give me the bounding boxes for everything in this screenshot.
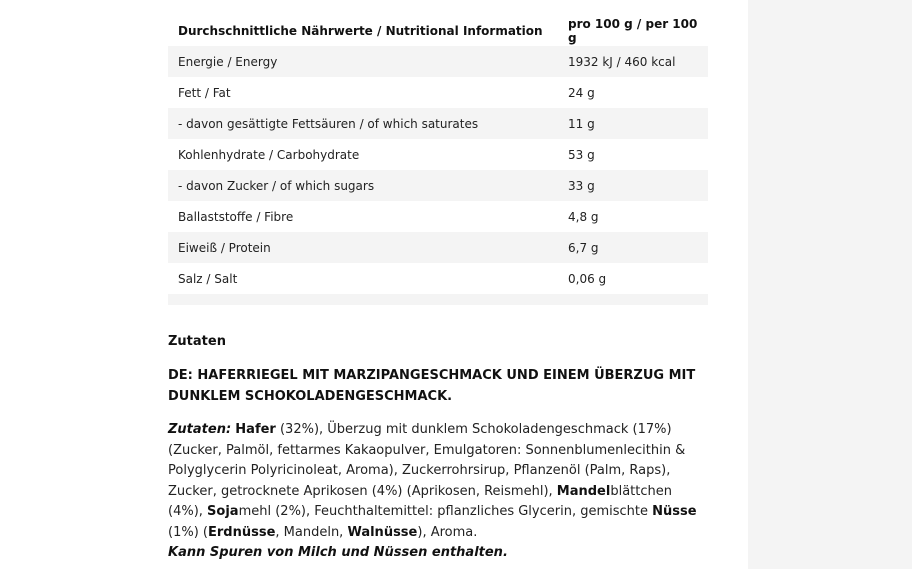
right-side-panel [748, 0, 912, 569]
nutrient-label: Fett / Fat [178, 85, 231, 100]
table-row [168, 139, 708, 170]
allergen-highlight: Hafer [235, 422, 276, 437]
ingredients-text: (32%), Überzug mit dunklem Schokoladengeschmack (17%) (Zucker, Palmöl, fettarmes Kakaopulver, Emulgatoren: Sonnenblumenlecithin & Polyglycerin Polyricinoleat, Aroma), Zuckerrohrsirup, Pflanzenöl (Palm, Raps), Zucker, getrocknete Aprikosen (4%) (Aprikosen, Reismehl), [168, 422, 686, 499]
nutrient-label: Salz / Salt [178, 271, 238, 286]
nutrient-value: 33 g [568, 178, 595, 193]
ingredients-list [168, 420, 698, 564]
allergen-highlight: Erdnüsse [207, 524, 276, 540]
ingredients-text: blättchen (4%), [168, 483, 672, 519]
nutrient-label: Ballaststoffe / Fibre [178, 209, 294, 224]
allergy-note: Kann Spuren von Milch und Nüssen enthalten. [168, 545, 508, 560]
table-row [168, 77, 708, 108]
nutrient-value: 0,06 g [568, 271, 607, 286]
nutrition-header-value: pro 100 g / per 100 g [568, 16, 698, 45]
table-row [168, 263, 708, 294]
table-row [168, 170, 708, 201]
product-name: DE: HAFERRIEGEL MIT MARZIPANGESCHMACK UND EINEM ÜBERZUG MIT DUNKLEM SCHOKOLADENGESCHMACK. [168, 368, 696, 404]
nutrient-value: 24 g [568, 85, 595, 100]
nutrient-value: 1932 kJ / 460 kcal [568, 54, 676, 69]
allergen-highlight: Soja [207, 504, 239, 519]
ingredients-text: (1%) ( [168, 524, 208, 540]
table-row [168, 201, 708, 232]
ingredients-text: ), Aroma. [417, 524, 478, 540]
nutrient-label: - davon gesättigte Fettsäuren / of which saturates [178, 116, 479, 131]
allergen-highlight: Walnüsse [347, 524, 418, 540]
table-row [168, 108, 708, 139]
nutrient-label: Eiweiß / Protein [178, 240, 271, 255]
allergen-highlight: Mandel [556, 483, 611, 499]
nutrient-value: 11 g [568, 116, 595, 131]
nutrient-value: 4,8 g [568, 209, 599, 224]
ingredients-text: mehl (2%), Feuchthaltemittel: pflanzliches Glycerin, gemischte [238, 504, 653, 519]
nutrient-label: Kohlenhydrate / Carbohydrate [178, 147, 360, 162]
nutrition-header-label: Durchschnittliche Nährwerte / Nutritional Information [178, 23, 543, 38]
ingredients-heading: Zutaten [168, 334, 226, 349]
nutrition-table [168, 15, 708, 305]
nutrition-header-row [168, 15, 708, 46]
nutrient-label: Energie / Energy [178, 54, 278, 69]
allergen-highlight: Nüsse [652, 504, 697, 519]
filler-cell [168, 294, 558, 305]
table-row [168, 46, 708, 77]
ingredients-text: , Mandeln, [275, 524, 348, 540]
nutrient-label: - davon Zucker / of which sugars [178, 178, 375, 193]
ingredients-label: Zutaten: [168, 422, 232, 437]
table-filler-row [168, 294, 708, 305]
nutrient-value: 6,7 g [568, 240, 599, 255]
table-row [168, 232, 708, 263]
filler-cell [558, 294, 708, 305]
nutrient-value: 53 g [568, 147, 595, 162]
product-details [168, 0, 708, 564]
